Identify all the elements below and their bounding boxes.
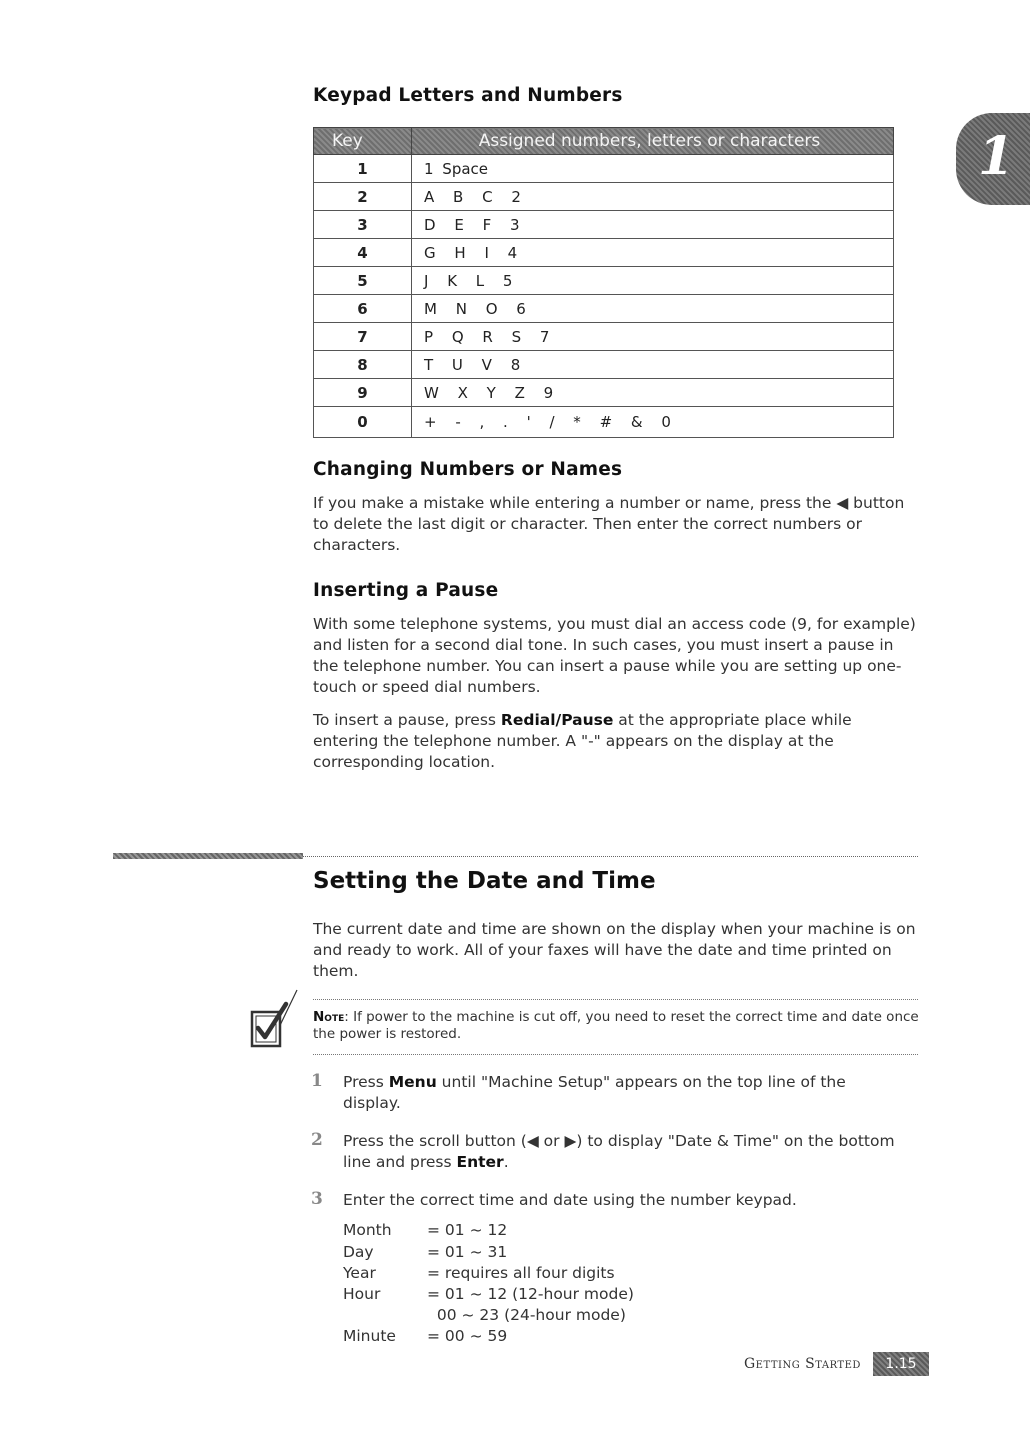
chars-cell: G H I 4 <box>412 239 894 267</box>
key-cell: 1 <box>314 155 412 183</box>
key-cell: 9 <box>314 379 412 407</box>
chars-cell: + - , . ' / * # & 0 <box>412 407 894 438</box>
chars-cell: J K L 5 <box>412 267 894 295</box>
chars-cell: T U V 8 <box>412 351 894 379</box>
key-cell: 8 <box>314 351 412 379</box>
keypad-table <box>313 127 894 438</box>
changing-text: If you make a mistake while entering a number or name, press the ◀ button to delete the last digit or character. Then enter the correct numbers or characters. <box>313 494 905 554</box>
step-number: 3 <box>311 1189 323 1209</box>
step-2-pre: Press the scroll button (◀ or ▶) to display "Date & Time" on the bottom line and press <box>343 1132 895 1171</box>
step-1-pre: Press <box>343 1073 389 1091</box>
chars-cell: 1 Space <box>412 155 894 183</box>
step-number: 2 <box>311 1130 323 1150</box>
table-row <box>314 183 894 211</box>
table-header-row <box>314 128 894 155</box>
value-label: Month <box>343 1221 392 1239</box>
note-text <box>313 1009 923 1043</box>
key-cell: 6 <box>314 295 412 323</box>
table-row <box>314 155 894 183</box>
note-label: Note <box>313 1009 345 1025</box>
chars-cell: M N O 6 <box>412 295 894 323</box>
section-bar <box>113 853 303 859</box>
section-divider <box>303 856 918 857</box>
pause-text-1: With some telephone systems, you must dial an access code (9, for example) and listen for a second dial tone. In such cases, you must insert a pause in the telephone number. You can insert a pause while you are setting up one-touch or speed dial numbers. <box>313 615 916 696</box>
key-cell: 4 <box>314 239 412 267</box>
key-cell: 3 <box>314 211 412 239</box>
menu-key: Menu <box>388 1073 437 1091</box>
changing-title: Changing Numbers or Names <box>313 459 623 480</box>
key-cell: 5 <box>314 267 412 295</box>
chars-cell: P Q R S 7 <box>412 323 894 351</box>
table-row <box>314 379 894 407</box>
chapter-tab <box>956 113 1030 205</box>
key-cell: 2 <box>314 183 412 211</box>
chapter-number: 1 <box>978 126 1015 187</box>
table-row <box>314 407 894 438</box>
value-label: Day <box>343 1243 374 1261</box>
keypad-title: Keypad Letters and Numbers <box>313 85 623 106</box>
value-range: = 01 ~ 12 (12-hour mode) <box>427 1285 634 1303</box>
pause-text-2 <box>313 710 918 773</box>
table-row <box>314 295 894 323</box>
note-top-rule <box>313 999 918 1000</box>
date-time-title: Setting the Date and Time <box>313 868 656 894</box>
chars-cell: W X Y Z 9 <box>412 379 894 407</box>
value-label: Year <box>343 1264 376 1282</box>
step-1-text <box>343 1072 903 1114</box>
value-range: = 00 ~ 59 <box>427 1327 508 1345</box>
note-body: : If power to the machine is cut off, you need to reset the correct time and date once the power is restored. <box>313 1009 919 1042</box>
value-label: Minute <box>343 1327 396 1345</box>
step-2-text <box>343 1131 903 1173</box>
chars-cell: A B C 2 <box>412 183 894 211</box>
header-key: Key <box>314 128 412 155</box>
value-range: = 01 ~ 31 <box>427 1243 508 1261</box>
table-row <box>314 323 894 351</box>
redial-pause-key: Redial/Pause <box>500 711 614 729</box>
table-row <box>314 211 894 239</box>
value-range: = 01 ~ 12 <box>427 1221 508 1239</box>
date-time-intro: The current date and time are shown on the display when your machine is on and ready to work. All of your faxes will have the date and time printed on them. <box>313 920 916 980</box>
table-row <box>314 351 894 379</box>
value-range: 00 ~ 23 (24-hour mode) <box>427 1306 626 1324</box>
step-3-text: Enter the correct time and date using the number keypad. <box>343 1191 797 1209</box>
key-cell: 0 <box>314 407 412 438</box>
chars-cell: D E F 3 <box>412 211 894 239</box>
enter-key: Enter <box>456 1153 504 1171</box>
pause-text-2-pre: To insert a pause, press <box>313 711 501 729</box>
checkmark-note-icon <box>250 988 300 1052</box>
step-1-post: until "Machine Setup" appears on the top line of the display. <box>343 1073 846 1112</box>
footer-section: Getting Started <box>744 1356 861 1372</box>
page-number: 1.15 <box>873 1352 929 1376</box>
table-row <box>314 239 894 267</box>
step-number: 1 <box>311 1071 323 1091</box>
pause-text-2-post: at the appropriate place while entering the telephone number. A "-" appears on the display at the corresponding location. <box>313 711 852 771</box>
table-row <box>314 267 894 295</box>
header-chars: Assigned numbers, letters or characters <box>412 128 894 155</box>
value-label: Hour <box>343 1285 381 1303</box>
key-cell: 7 <box>314 323 412 351</box>
pause-title: Inserting a Pause <box>313 580 499 601</box>
step-2-post: . <box>503 1153 509 1171</box>
note-bottom-rule <box>313 1054 918 1055</box>
value-range: = requires all four digits <box>427 1264 615 1282</box>
